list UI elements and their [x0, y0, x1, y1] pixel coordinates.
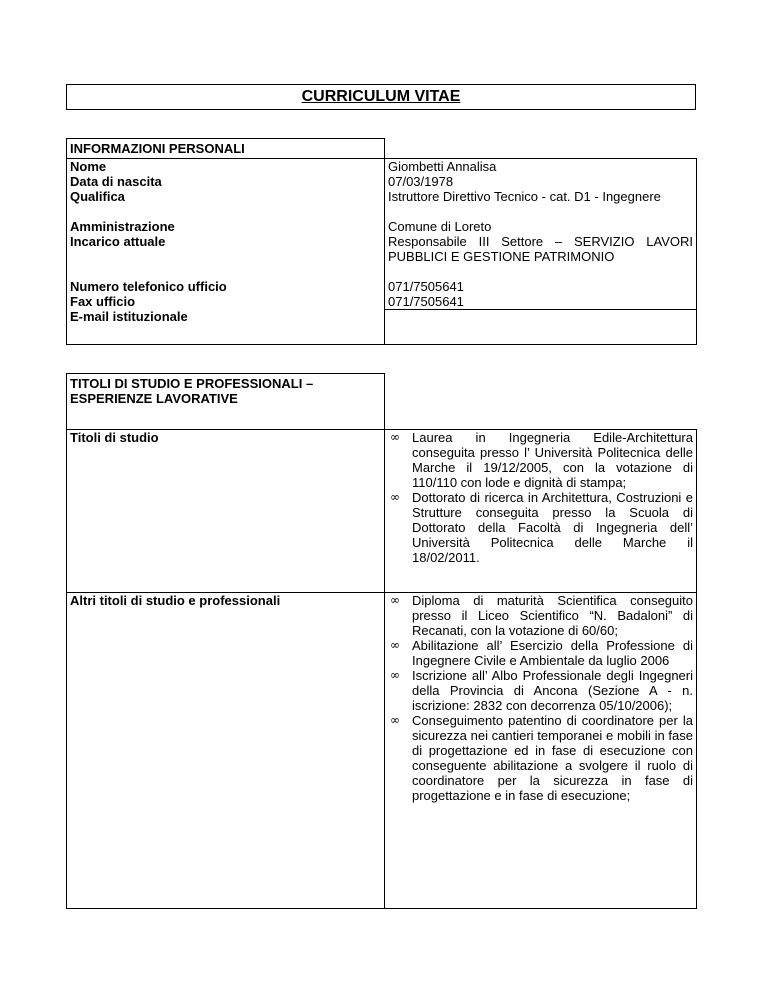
- label-titoli-studio: Titoli di studio: [67, 430, 385, 593]
- list-item: ∞ Iscrizione all’ Albo Professionale degli Ingegneri della Provincia di Ancona (Sezione A - n. iscrizione: 2832 con decorrenza 05/10/2006);: [390, 668, 693, 713]
- infinity-bullet-icon: ∞: [390, 668, 400, 682]
- infinity-bullet-icon: ∞: [390, 713, 400, 727]
- value-telefono: 071/7505641: [388, 279, 464, 294]
- label-data-nascita: Data di nascita: [70, 174, 162, 189]
- label-telefono: Numero telefonico ufficio: [70, 279, 227, 294]
- personal-info-heading: INFORMAZIONI PERSONALI: [67, 139, 385, 159]
- label-incarico: Incarico attuale: [70, 234, 166, 249]
- value-data-nascita: 07/03/1978: [388, 174, 454, 189]
- altri-titoli-cell: [385, 593, 697, 909]
- infinity-bullet-icon: ∞: [390, 593, 400, 607]
- label-nome: Nome: [70, 159, 107, 174]
- infinity-bullet-icon: ∞: [390, 430, 400, 444]
- infinity-bullet-icon: ∞: [390, 490, 400, 504]
- label-fax: Fax ufficio: [70, 294, 136, 309]
- title-box: [66, 84, 696, 110]
- list-item: ∞ Conseguimento patentino di coordinatore per la sicurezza nei cantieri temporanei e mobili in fase di progettazione ed in fase di esecuzione con conseguente abilitazione a svolgere il ruolo di coordinatore per la sicurezza in fase di progettazione e in fase di esecuzione;: [390, 713, 693, 803]
- value-amministrazione: Comune di Loreto: [388, 219, 492, 234]
- value-nome: Giombetti Annalisa: [388, 159, 497, 174]
- infinity-bullet-icon: ∞: [390, 638, 400, 652]
- titoli-studio-cell: [385, 430, 697, 593]
- value-qualifica: Istruttore Direttivo Tecnico - cat. D1 - Ingegnere: [388, 189, 661, 204]
- label-amministrazione: Amministrazione: [70, 219, 175, 234]
- value-incarico: Responsabile III Settore – SERVIZIO LAVORI PUBBLICI E GESTIONE PATRIMONIO: [388, 234, 693, 264]
- personal-info-labels: [67, 159, 385, 345]
- page-title: CURRICULUM VITAE: [301, 88, 461, 105]
- personal-info-table: [66, 138, 697, 345]
- personal-info-values: [385, 159, 697, 345]
- list-item: ∞ Dottorato di ricerca in Architettura, Costruzioni e Strutture conseguita presso la Scuola di Dottorato della Facoltà di Ingegneria dell’ Università Politecnica delle Marche il 18/02/2011.: [390, 490, 693, 565]
- label-altri-titoli: Altri titoli di studio e professionali: [67, 593, 385, 909]
- education-heading: TITOLI DI STUDIO E PROFESSIONALI – ESPERIENZE LAVORATIVE: [67, 374, 385, 430]
- label-qualifica: Qualifica: [70, 189, 125, 204]
- value-fax: 071/7505641: [388, 294, 464, 309]
- value-email: [385, 309, 696, 325]
- list-item: ∞ Diploma di maturità Scientifica conseguito presso il Liceo Scientifico “N. Badaloni” di Recanati, con la votazione di 60/60;: [390, 593, 693, 638]
- education-table: [66, 373, 697, 909]
- list-item: ∞ Abilitazione all’ Esercizio della Professione di Ingegnere Civile e Ambientale da luglio 2006: [390, 638, 693, 668]
- label-email: E-mail istituzionale: [70, 309, 188, 324]
- list-item: ∞ Laurea in Ingegneria Edile-Architettura conseguita presso l’ Università Politecnica delle Marche il 19/12/2005, con la votazione di 110/110 con lode e dignità di stampa;: [390, 430, 693, 490]
